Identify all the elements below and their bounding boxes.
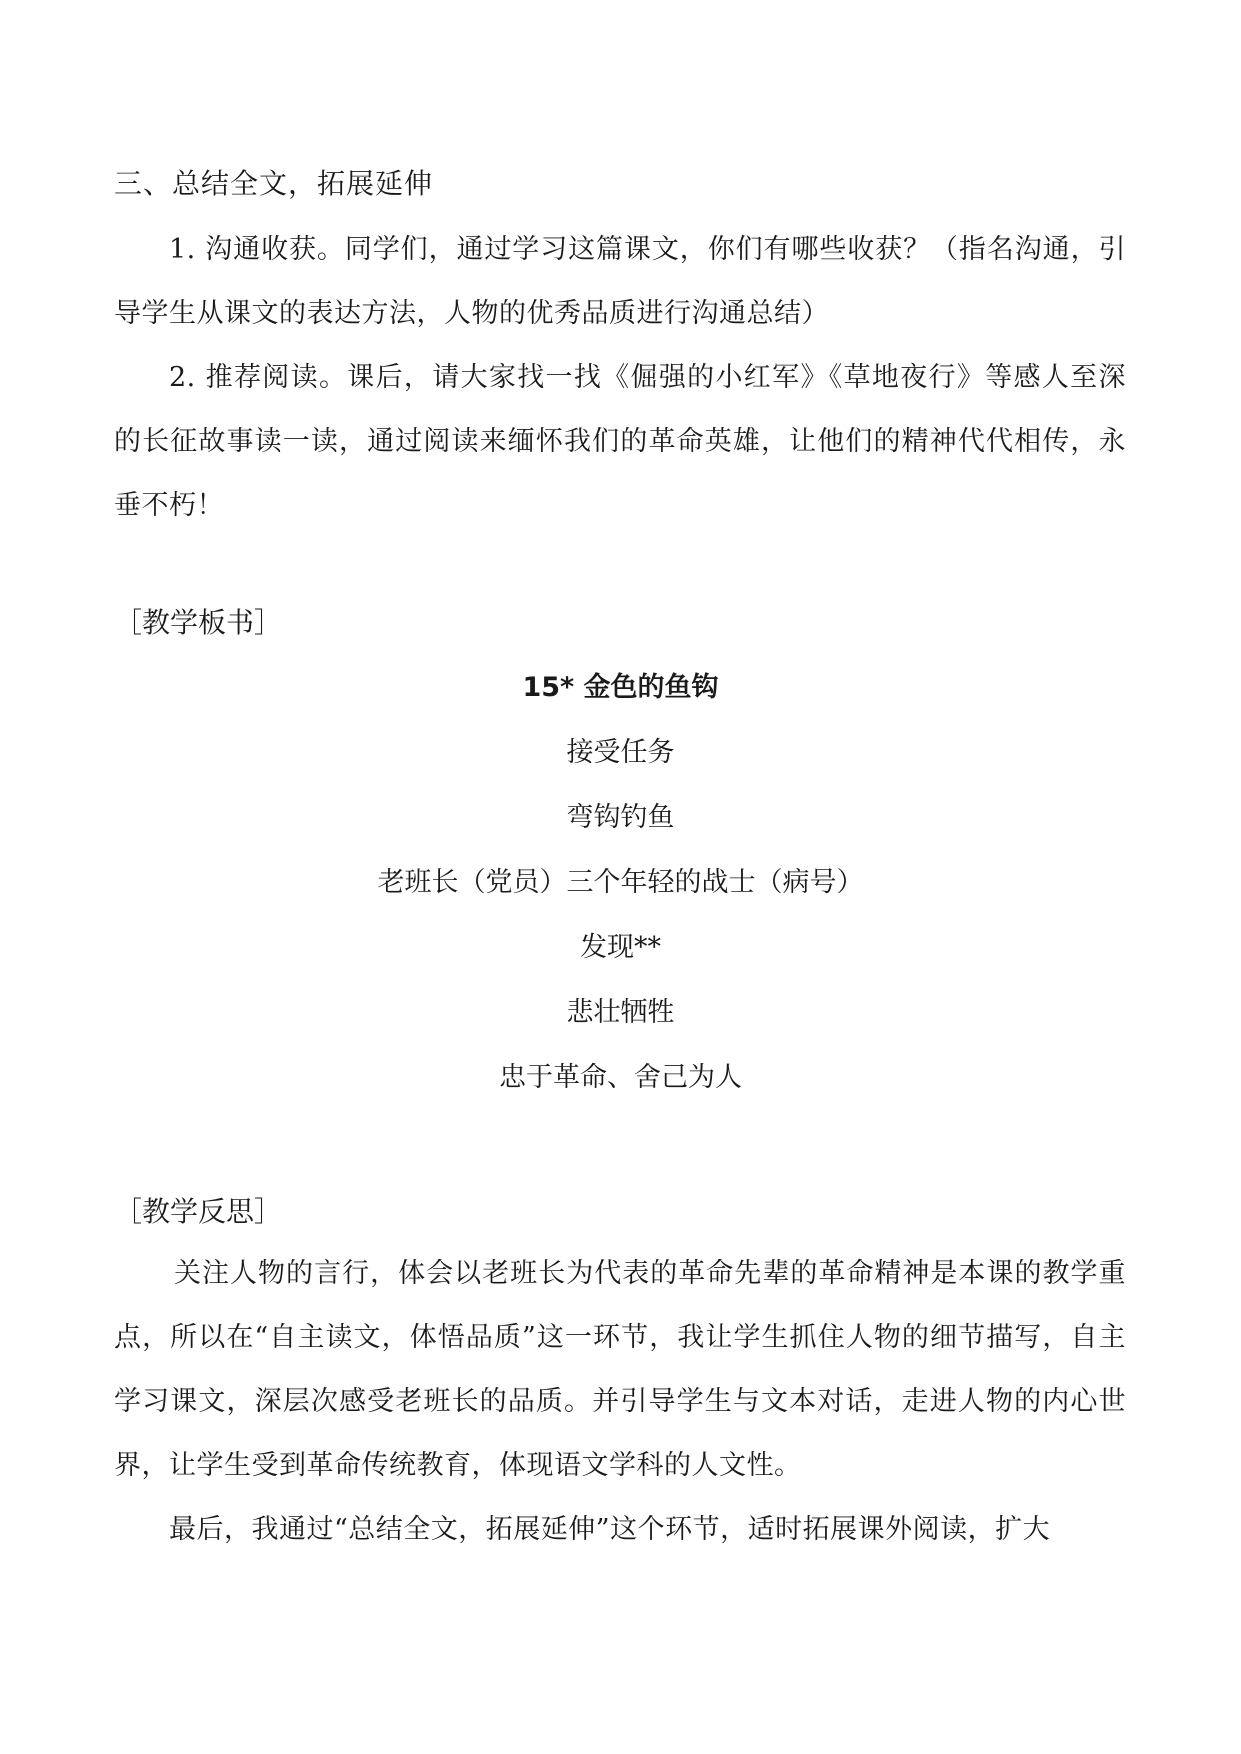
board-line: 接受任务 bbox=[566, 737, 675, 768]
section-heading: 三、总结全文，拓展延伸 bbox=[114, 167, 434, 200]
board-line: 忠于革命、舍己为人 bbox=[499, 1062, 742, 1093]
board-line: 弯钩钓鱼 bbox=[566, 802, 675, 833]
paragraph-communicate: 1. 沟通收获。同学们，通过学习这篇课文，你们有哪些收获？（指名沟通，引导学生从课文的表达方法，人物的优秀品质进行沟通总结） bbox=[114, 234, 1126, 329]
blackboard-content bbox=[0, 655, 1241, 1110]
board-line: 发现** bbox=[580, 932, 661, 963]
reflection-paragraph-2: 最后，我通过“总结全文，拓展延伸”这个环节，适时拓展课外阅读，扩大 bbox=[169, 1514, 1051, 1545]
board-label: ［教学板书］ bbox=[114, 606, 283, 639]
reflection-label: ［教学反思］ bbox=[114, 1195, 283, 1228]
board-title: 15* 金色的鱼钩 bbox=[522, 672, 719, 703]
reflection-paragraph-1: 关注人物的言行，体会以老班长为代表的革命先辈的革命精神是本课的教学重点，所以在“自主读文，体悟品质”这一环节，我让学生抓住人物的细节描写，自主学习课文，深层次感受老班长的品质。并引导学生与文本对话，走进人物的内心世界，让学生受到革命传统教育，体现语文学科的人文性。 bbox=[114, 1258, 1126, 1481]
paragraph-recommend-reading: 2. 推荐阅读。课后，请大家找一找《倔强的小红军》《草地夜行》等感人至深的长征故事读一读，通过阅读来缅怀我们的革命英雄，让他们的精神代代相传，永垂不朽！ bbox=[114, 362, 1126, 521]
board-line: 老班长（党员）三个年轻的战士（病号） bbox=[377, 867, 864, 898]
board-line: 悲壮牺牲 bbox=[566, 997, 675, 1028]
